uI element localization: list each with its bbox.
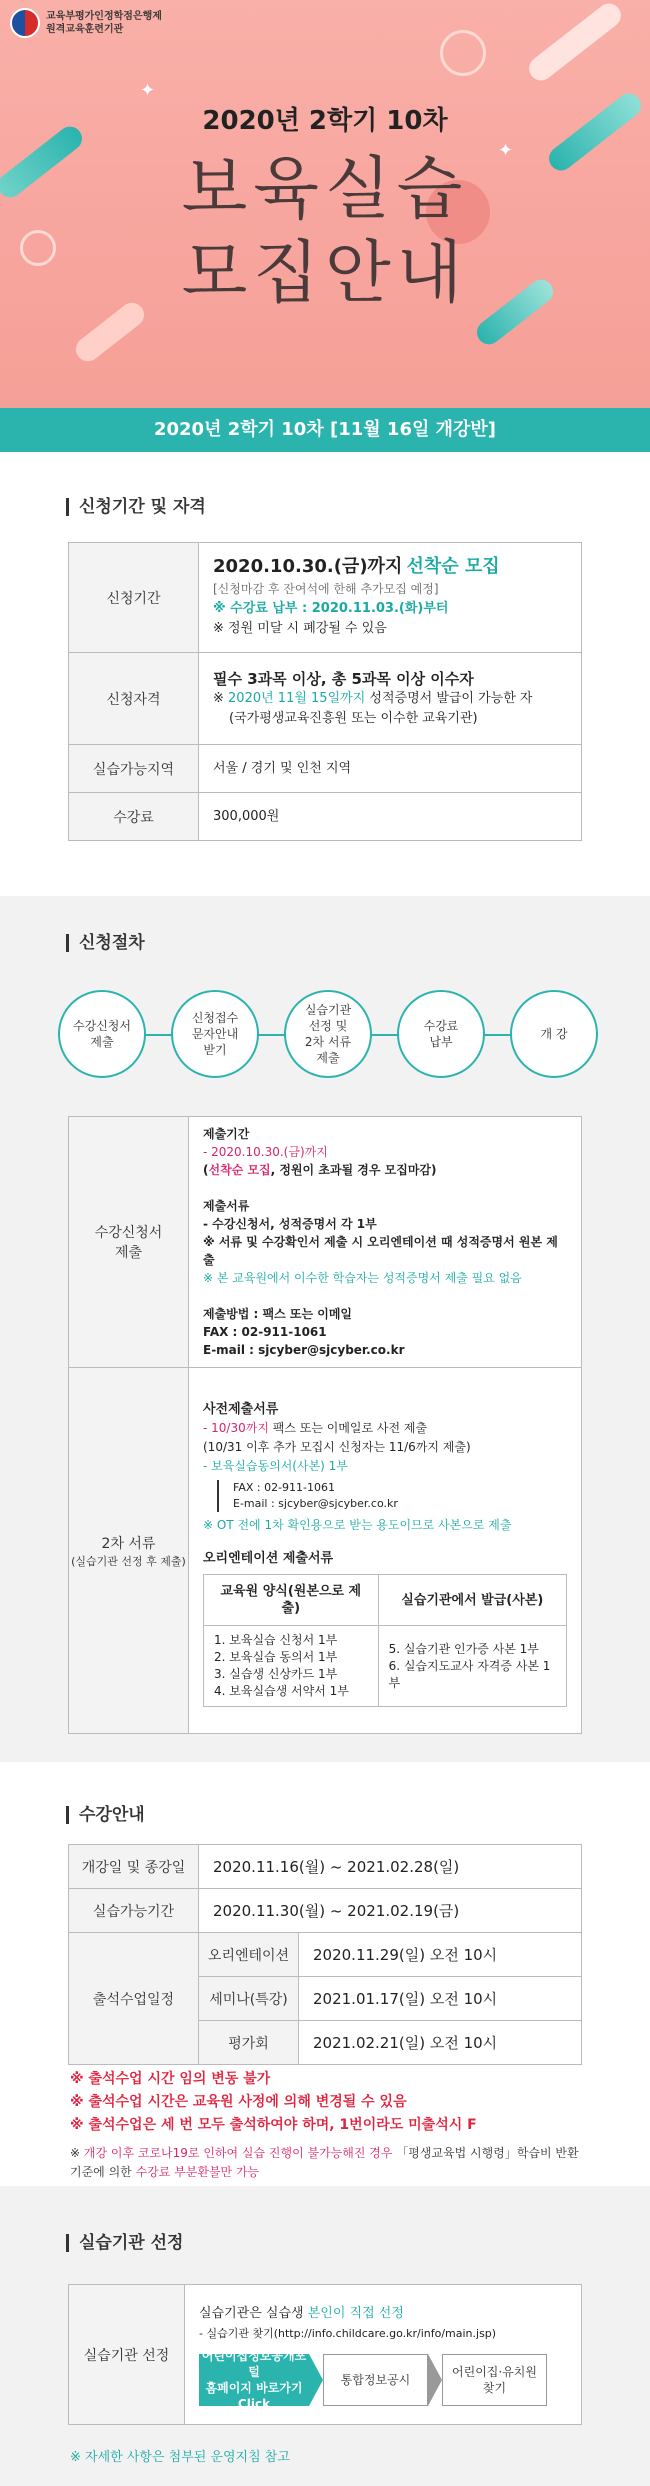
row2-label: 2차 서류 [101, 1535, 156, 1552]
qual-label: 신청자격 [69, 653, 199, 745]
course-notes: ※ 출석수업 시간 임의 변동 불가 ※ 출석수업 시간은 교육원 사정에 의해 변경될 수 있음 ※ 출석수업은 세 번 모두 출석하여야 하며, 1번이라도 미출석시 F [70, 2071, 477, 2133]
step-3: 실습기관 선정 및 2차 서류 제출 [284, 990, 372, 1078]
sparkle-icon: ✦ [140, 80, 156, 101]
arrow-right-icon [309, 2354, 323, 2406]
logo-line1: 교육부평가인정학점은행제 [46, 11, 162, 22]
hero-subtitle: 2020년 2학기 10차 [202, 106, 448, 136]
section-title: 실습기관 선정 [66, 2234, 183, 2252]
step-5: 개 강 [510, 990, 598, 1078]
taegeuk-logo-icon [10, 8, 40, 38]
covid-warning: ※ 개강 이후 코로나19로 인하여 실습 진행이 불가능해진 경우 「평생교육법 시행령」학습비 반환기준에 의한 수강료 부분환불만 가능 [70, 2146, 579, 2179]
period-label: 신청기간 [69, 543, 199, 653]
hero-title: 보육실습 모집안내 [181, 150, 469, 313]
section-title: 수강안내 [66, 1806, 145, 1824]
step-1: 수강신청서 제출 [58, 990, 146, 1078]
apply-section [0, 452, 650, 896]
hero-banner [0, 0, 650, 408]
ot-docs-table: 교육원 양식(원본으로 제출) 실습기관에서 발급(사본) 1. 보육실습 신청서 1부 2. 보육실습 동의서 1부 3. 실습생 신상카드 1부 4. 보육실습생 서약서 1부 5. 실습기관 인가증 사본 1부 6. 실습지도교사 자격증 사본 1부 [203, 1574, 567, 1707]
footer-note: ※ 자세한 사항은 첨부된 운영지침 참고 [70, 2450, 290, 2465]
portal-link-button[interactable]: 어린이집정보공개포털 홈페이지 바로가기 Click [199, 2354, 309, 2406]
apply-table: 신청기간 2020.10.30.(금)까지 선착순 모집 [신청마감 후 잔여석에 한해 추가모집 예정] ※ 수강료 납부 : 2020.11.03.(화)부터 ※ 정원 미달 시 폐강될 수 있음 신청자격 필수 3과목 이상, 총 5과목 이상 이수자 ※ 2020년 11월 15일까지 성적증명서 발급이 가능한 자 (국가평생교육진흥원 또는 이수한 교육기관) 실습가능지역 서울 / 경기 및 인천 지역 수강료 300,000원 [68, 542, 582, 841]
process-table: 수강신청서 제출 제출기간 - 2020.10.30.(금)까지 (선착순 모집, 정원이 초과될 경우 모집마감) 제출서류 - 수강신청서, 성적증명서 각 1부 ※ 서류 및 수강확인서 제출 시 오리엔테이션 때 성적증명서 원본 제출 ※ 본 교육원에서 이수한 학습자는 성적증명서 제출 필요 없음 제출방법 : 팩스 또는 이메일 FAX : 02-911-1061 E-mail : sjcyber@sjcyber.co.kr 2차 서류 (실습기관 선정 후 제출) 사전제출서류 - 10/30까지 팩스 또는 이메일로 사전 제출 (10/31 이후 추가 모집시 신청자는 11/6까지 제출) - 보육실습동의서(사본) 1부 FAX : 02-911-1061 E-mail : sjcyber@sjcyber.co.kr ※ OT 전에 1차 확인용으로 받는 용도이므로 사본으로 제출 오리엔테이션 제출서류 교육원 양식(원본으로 제출) 실습기관에서 발급(사본) 1. 보육실습 신청서 1부 2. 보육실습 동의서 1부 3. 실습생 신상카드 1부 4. 보육실습생 서약서 1부 5. 실습기관 인가증 사본 1부 6. 실습지도교사 자격증 사본 1부 [68, 1116, 582, 1734]
term-banner: 2020년 2학기 10차 [11월 16일 개강반] [0, 408, 650, 452]
arrow-right-icon [428, 2354, 442, 2406]
flow-step-find: 어린이집·유치원 찾기 [442, 2354, 547, 2406]
row1-label: 수강신청서 제출 [69, 1117, 189, 1368]
step-2: 신청접수 문자안내 받기 [171, 990, 259, 1078]
logo-line2: 원격교육훈련기관 [46, 24, 124, 35]
sparkle-icon: ✦ [498, 140, 514, 161]
course-table: 개강일 및 종강일 2020.11.16(월) ~ 2021.02.28(일) 실습가능기간 2020.11.30(월) ~ 2021.02.19(금) 출석수업일정 오리엔테이션 2020.11.29(일) 오전 10시 세미나(특강) 2021.01.17(일) 오전 10시 평가회 2021.02.21(일) 오전 10시 [68, 1844, 582, 2065]
process-steps [58, 990, 598, 1090]
deco-pill-icon [524, 0, 625, 85]
flow-step-disclosure: 통합정보공시 [323, 2354, 428, 2406]
logo [10, 8, 162, 38]
deco-circle-icon [440, 30, 486, 76]
select-table: 실습기관 선정 실습기관은 실습생 본인이 직접 선정 - 실습기관 찾기(http://info.childcare.go.kr/info/main.jsp) 어린이집정보공개포털 홈페이지 바로가기 Click 통합정보공시 어린이집·유치원 찾기 [68, 2284, 582, 2425]
find-institution-flow [199, 2348, 567, 2411]
section-title: 신청기간 및 자격 [66, 498, 206, 516]
section-title: 신청절차 [66, 934, 145, 952]
step-4: 수강료 납부 [397, 990, 485, 1078]
